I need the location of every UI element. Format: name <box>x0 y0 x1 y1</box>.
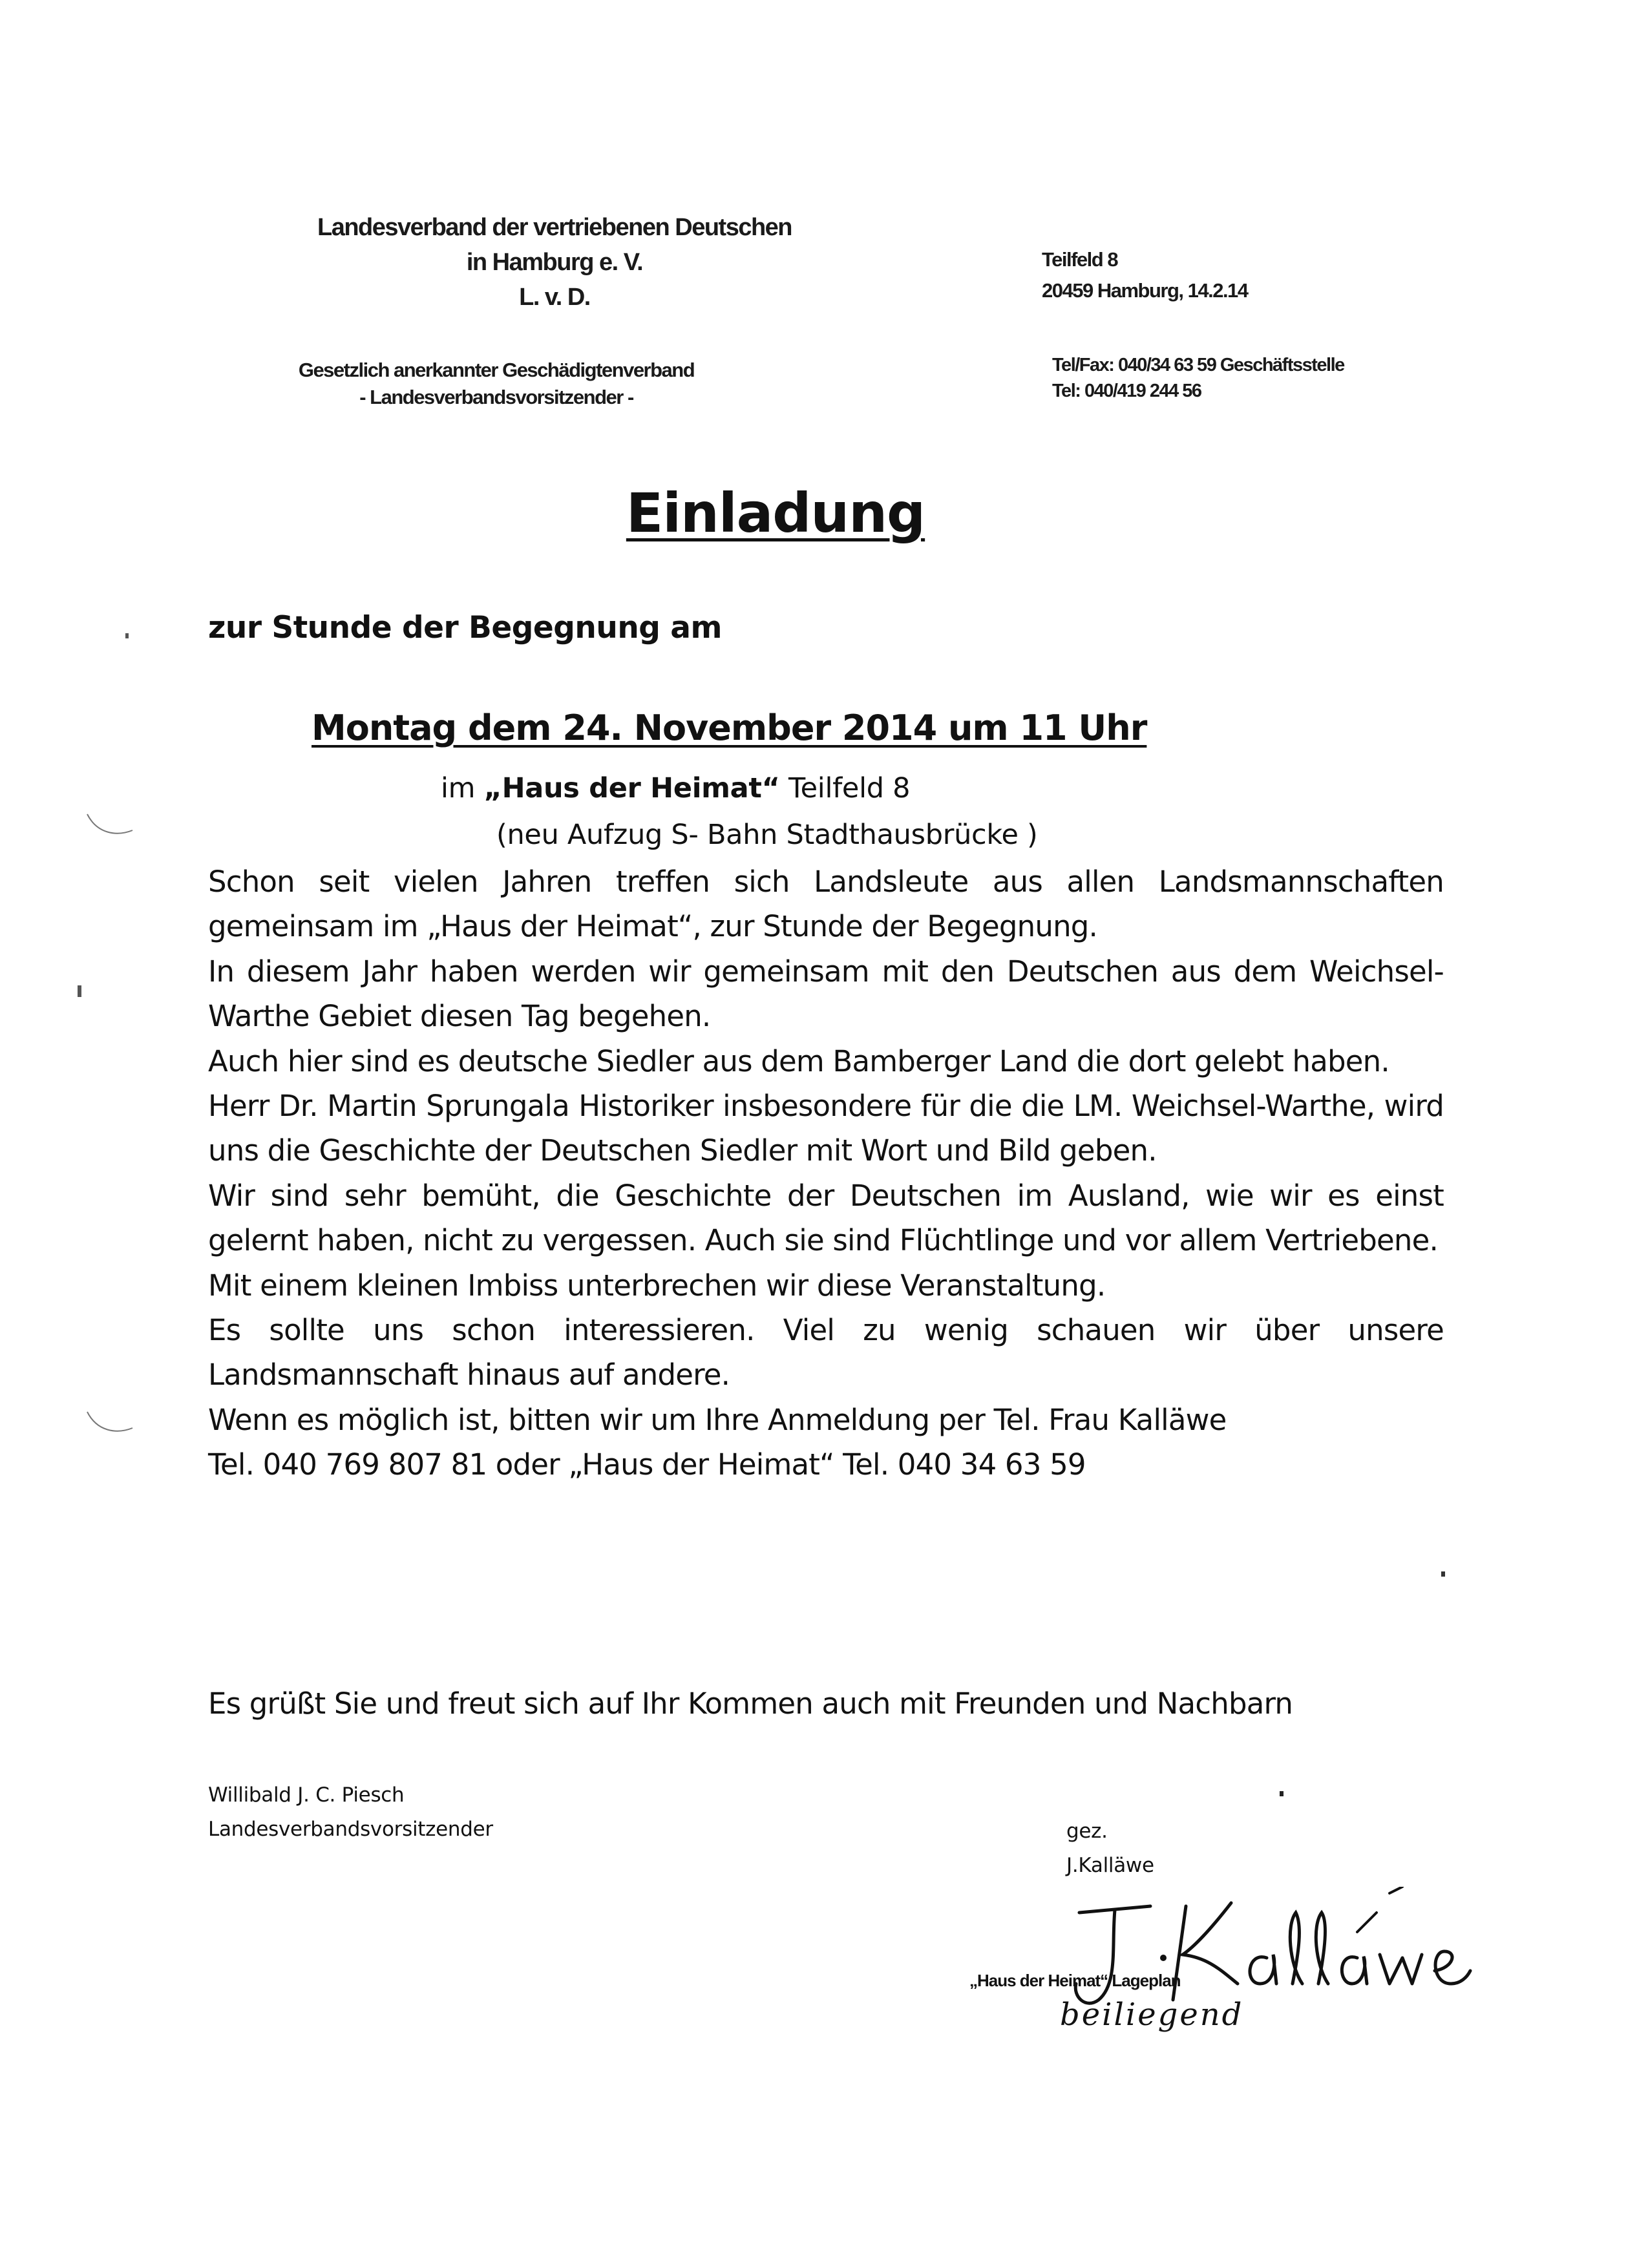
org-sub-line-2: - Landesverbandsvorsitzender - <box>359 386 633 408</box>
org-line-3: L. v. D. <box>519 284 590 311</box>
contact-telfax: Tel/Fax: 040/34 63 59 Geschäftsstelle <box>1052 355 1344 375</box>
paragraph: In diesem Jahr haben werden wir gemeinsam mit den Deutschen aus dem Weichsel-Warthe Gebiet diesen Tag begehen. <box>208 954 1444 1034</box>
venue-suffix: Teilfeld 8 <box>779 772 911 804</box>
scan-mark <box>84 808 136 846</box>
organization-name <box>206 210 903 315</box>
document-title: Einladung <box>626 481 925 545</box>
paragraph: Schon seit vielen Jahren treffen sich Landsleute aus allen Landsmannschaften gemeinsam im „Haus der Heimat“, zur Stunde der Begegnung. <box>208 865 1444 944</box>
enclosure-note: „Haus der Heimat“ Lageplan <box>969 1971 1181 1990</box>
closing-greeting: Es grüßt Sie und freut sich auf Ihr Kommen auch mit Freunden und Nachbarn <box>208 1686 1293 1721</box>
contact-tel: Tel: 040/419 244 56 <box>1052 381 1201 401</box>
signatory-left-name: Willibald J. C. Piesch <box>208 1783 405 1807</box>
venue-prefix: im <box>441 772 484 804</box>
letter-body <box>208 859 1444 1487</box>
sender-address <box>1042 244 1611 306</box>
paragraph: Es sollte uns schon interessieren. Viel zu wenig schauen wir über unsere Landsmannschaft hinaus auf andere. <box>208 1313 1444 1392</box>
signatory-left-role: Landesverbandsvorsitzender <box>208 1818 493 1841</box>
venue-name: „Haus der Heimat“ <box>483 772 780 804</box>
paragraph: Mit einem kleinen Imbiss unterbrechen wir diese Veranstaltung. <box>208 1268 1106 1303</box>
signatory-left <box>208 1778 493 1847</box>
address-city-date: 20459 Hamburg, 14.2.14 <box>1042 279 1248 302</box>
paragraph: Herr Dr. Martin Sprungala Historiker insbesondere für die die LM. Weichsel-Warthe, wird uns die Geschichte der Deutschen Siedler mit Wort und Bild geben. <box>208 1089 1444 1168</box>
organization-subtitle <box>206 357 787 411</box>
address-street: Teilfeld 8 <box>1042 248 1118 271</box>
sender-contact <box>1052 352 1621 404</box>
paragraph: Tel. 040 769 807 81 oder „Haus der Heimat“ Tel. 040 34 63 59 <box>208 1447 1086 1482</box>
scan-speck <box>78 985 81 997</box>
org-sub-line-1: Gesetzlich anerkannter Geschädigtenverband <box>298 359 695 381</box>
paragraph: Auch hier sind es deutsche Siedler aus dem Bamberger Land die dort gelebt haben. <box>208 1044 1389 1078</box>
event-venue <box>441 772 910 804</box>
org-line-1: Landesverband der vertriebenen Deutschen <box>317 214 792 241</box>
event-date: Montag dem 24. November 2014 um 11 Uhr <box>312 708 1147 748</box>
scan-speck <box>1280 1791 1284 1796</box>
paragraph: Wenn es möglich ist, bitten wir um Ihre Anmeldung per Tel. Frau Kalläwe <box>208 1402 1227 1437</box>
signatory-right-name: J.Kalläwe <box>1066 1854 1154 1877</box>
scan-mark <box>84 1405 136 1444</box>
signatory-right <box>1066 1814 1154 1883</box>
scan-speck <box>1441 1571 1445 1577</box>
paragraph: Wir sind sehr bemüht, die Geschichte der Deutschen im Ausland, wie wir es einst gelernt haben, nicht zu vergessen. Auch sie sind Flüchtlinge und vor allem Vertriebene. <box>208 1178 1444 1258</box>
scan-speck <box>125 633 129 638</box>
venue-note: (neu Aufzug S- Bahn Stadthausbrücke ) <box>496 819 1038 851</box>
enclosure-handwritten: beiliegend <box>1060 1997 1244 2033</box>
org-line-2: in Hamburg e. V. <box>466 249 643 276</box>
intro-line: zur Stunde der Begegnung am <box>208 610 722 646</box>
signatory-right-gez: gez. <box>1066 1820 1108 1843</box>
